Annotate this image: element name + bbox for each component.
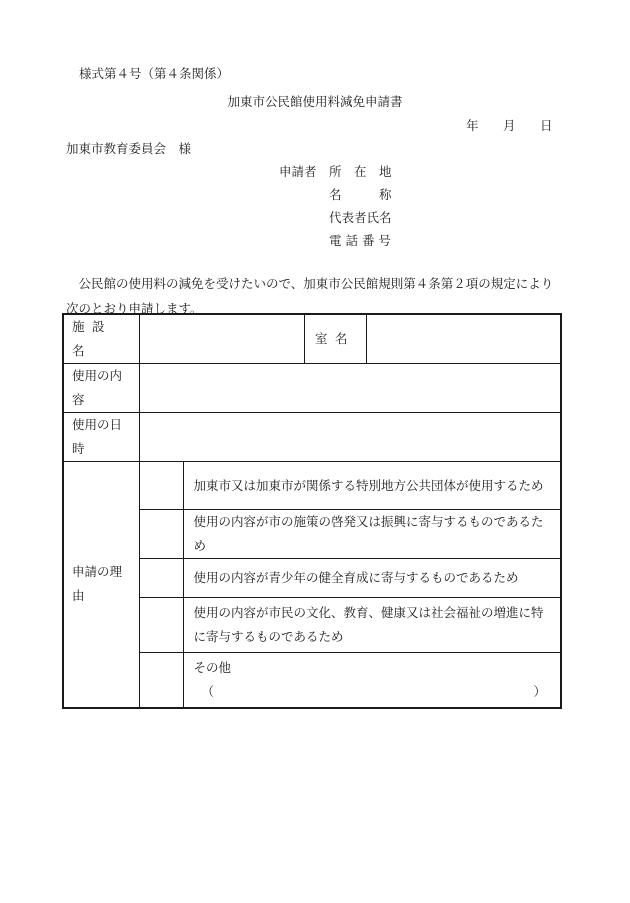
reason-checkbox-cell[interactable] (139, 462, 183, 510)
usage-date-row (63, 413, 561, 462)
applicant-representative-label: 代表者氏名 (329, 210, 392, 225)
usage-content-row (63, 364, 561, 413)
usage-content-field[interactable] (139, 364, 561, 413)
date-month-label: 月 (503, 118, 516, 133)
applicant-phone-label: 電 話 番 号 (329, 233, 391, 248)
application-table (62, 313, 562, 709)
open-paren: （ (201, 683, 215, 699)
usage-date-field[interactable] (139, 413, 561, 462)
applicant-name-label: 名 称 (329, 187, 392, 202)
reason-label: 申請の理由 (63, 462, 139, 708)
usage-date-label: 使用の日時 (63, 413, 139, 462)
facility-name-field[interactable] (139, 314, 304, 364)
reason-text: 使用の内容が市の施策の啓発又は振興に寄与するものであるため (183, 510, 561, 559)
intro-paragraph: 公民館の使用料の減免を受けたいので、加東市公民館規則第４条第２項の規定により次のとおり申請します。 (66, 276, 554, 316)
document-title: 加東市公民館使用料減免申請書 (227, 94, 403, 109)
room-name-field[interactable] (366, 314, 561, 364)
reason-text: 使用の内容が青少年の健全育成に寄与するものであるため (183, 559, 561, 598)
facility-row (63, 314, 561, 364)
date-year-label: 年 (466, 118, 479, 133)
usage-content-label: 使用の内容 (63, 364, 139, 413)
addressee: 加東市教育委員会 様 (66, 141, 192, 156)
reason-other-input[interactable] (194, 680, 553, 704)
reason-text: 使用の内容が市民の文化、教育、健康又は社会福祉の増進に特に寄与するものであるため (183, 598, 561, 653)
reason-row (63, 462, 561, 510)
room-name-label: 室名 (304, 314, 366, 364)
close-paren: ） (533, 683, 546, 699)
reason-checkbox-cell[interactable] (139, 559, 183, 598)
form-number: 様式第４号（第４条関係） (79, 66, 230, 81)
facility-name-label: 施設名 (63, 314, 139, 364)
reason-other-cell[interactable] (183, 653, 561, 708)
date-day-label: 日 (540, 118, 553, 133)
reason-checkbox-cell[interactable] (139, 598, 183, 653)
applicant-label: 申請者 (279, 164, 317, 179)
reason-text: 加東市又は加東市が関係する特別地方公共団体が使用するため (183, 462, 561, 510)
applicant-address-label: 所 在 地 (329, 164, 392, 179)
reason-other-label: その他 (193, 659, 232, 675)
reason-checkbox-cell[interactable] (139, 653, 183, 708)
reason-checkbox-cell[interactable] (139, 510, 183, 559)
